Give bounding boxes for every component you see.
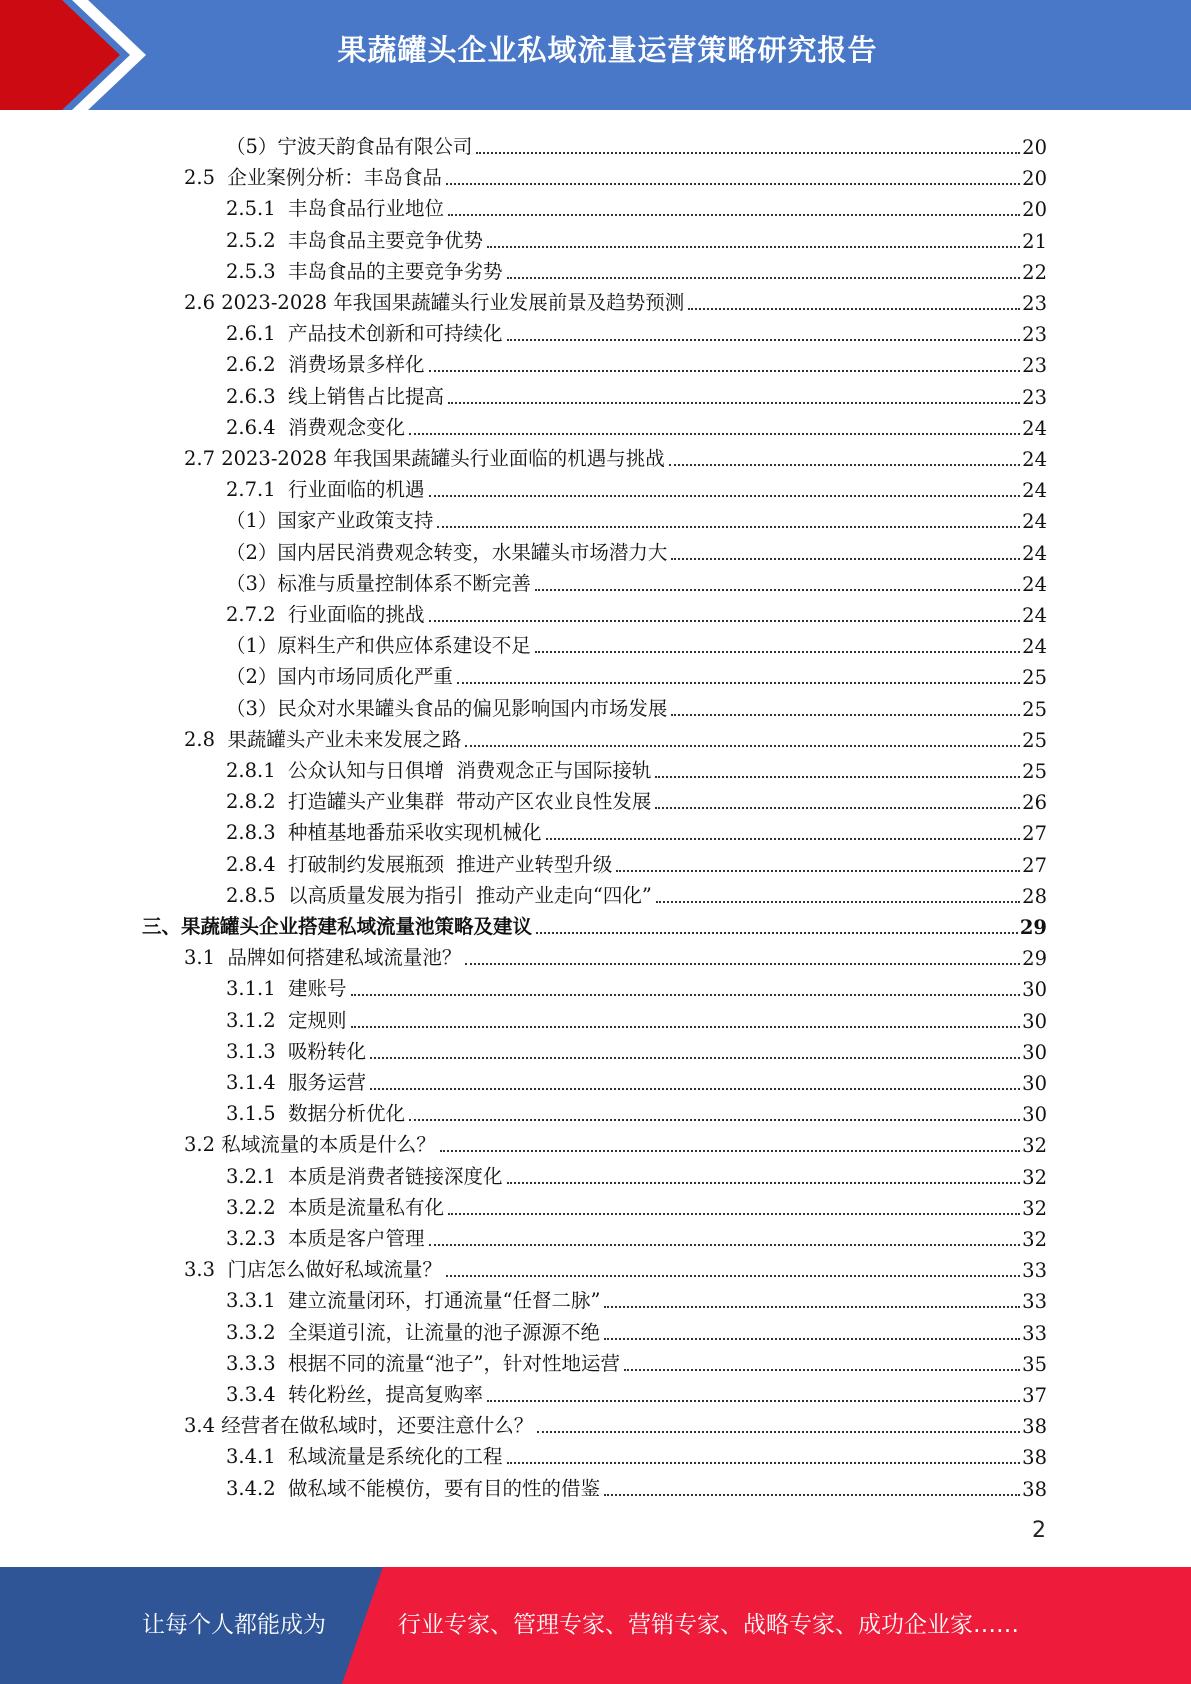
toc-entry-page: 24 (1022, 448, 1047, 471)
toc-entry-page: 33 (1022, 1259, 1047, 1283)
toc-entry-label: 三、果蔬罐头企业搭建私域流量池策略及建议 (142, 915, 533, 938)
toc-entry[interactable] (226, 1220, 1047, 1251)
toc-entry-label: （3）民众对水果罐头食品的偏见影响国内市场发展 (226, 696, 668, 720)
toc-entry-label: 3.2 私域流量的本质是什么？ (184, 1133, 436, 1157)
toc-entry-page: 38 (1022, 1477, 1047, 1501)
toc-entry-page: 26 (1022, 791, 1047, 815)
toc-entry-page: 29 (1019, 916, 1047, 939)
toc-entry-label: 3.1.5 数据分析优化 (226, 1102, 406, 1126)
toc-entry-label: 3.4 经营者在做私域时，还要注意什么？ (184, 1414, 534, 1438)
page-number: 2 (1032, 1518, 1046, 1543)
toc-entry-page: 32 (1022, 1165, 1047, 1189)
toc-entry[interactable] (226, 690, 1047, 721)
toc-entry-page: 30 (1022, 1009, 1047, 1033)
toc-dot-leader (409, 1119, 1020, 1121)
toc-entry[interactable] (184, 721, 1047, 752)
toc-dot-leader (448, 214, 1020, 216)
toc-entry-page: 23 (1022, 385, 1047, 409)
toc-dot-leader (429, 370, 1021, 372)
toc-dot-leader (671, 714, 1020, 716)
toc-dot-leader (624, 1369, 1020, 1371)
toc-entry[interactable] (226, 1314, 1047, 1345)
toc-entry-page: 21 (1022, 229, 1047, 253)
toc-dot-leader (535, 589, 1020, 591)
toc-entry-label: （1）国家产业政策支持 (226, 509, 434, 533)
toc-entry[interactable] (226, 627, 1047, 658)
toc-entry-label: 3.2.1 本质是消费者链接深度化 (226, 1164, 503, 1188)
toc-dot-leader (465, 963, 1020, 965)
toc-entry-label: （3）标准与质量控制体系不断完善 (226, 571, 531, 595)
toc-entry-page: 24 (1022, 604, 1047, 627)
toc-dot-leader (536, 932, 1018, 934)
toc-entry[interactable] (226, 346, 1047, 377)
toc-entry-page: 24 (1022, 510, 1047, 534)
toc-entry[interactable] (184, 1251, 1047, 1282)
toc-entry-page: 33 (1022, 1321, 1047, 1345)
toc-dot-leader (448, 402, 1020, 404)
toc-entry-page: 22 (1022, 260, 1047, 284)
toc-dot-leader (655, 776, 1020, 778)
toc-dot-leader (669, 464, 1020, 466)
toc-entry-label: 3.2.2 本质是流量私有化 (226, 1195, 445, 1219)
toc-entry-page: 38 (1022, 1446, 1047, 1470)
toc-entry[interactable] (226, 1438, 1047, 1469)
toc-entry-label: 2.8.4 打破制约发展瓶颈 推进产业转型升级 (226, 852, 613, 876)
toc-dot-leader (507, 339, 1021, 341)
toc-dot-leader (440, 1150, 1020, 1152)
toc-dot-leader (656, 901, 1020, 903)
toc-entry-label: 2.7 2023-2028 年我国果蔬罐头行业面临的机遇与挑战 (184, 447, 665, 470)
toc-entry-label: 3.1 品牌如何搭建私域流量池？ (184, 946, 462, 970)
toc-entry-page: 25 (1022, 760, 1047, 783)
toc-entry[interactable] (184, 440, 1047, 471)
toc-entry-label: 3.3.4 转化粉丝，提高复购率 (226, 1383, 484, 1406)
toc-entry-page: 35 (1022, 1352, 1047, 1376)
toc-entry[interactable] (226, 1282, 1047, 1313)
toc-dot-leader (351, 994, 1021, 996)
toc-entry[interactable] (226, 752, 1047, 783)
toc-entry-page: 30 (1022, 1040, 1047, 1064)
toc-dot-leader (446, 1275, 1020, 1277)
toc-entry-label: 2.8.5 以高质量发展为指引 推动产业走向“四化” (226, 883, 652, 907)
toc-entry-label: （2）国内居民消费观念转变，水果罐头市场潜力大 (226, 540, 668, 564)
toc-dot-leader (476, 152, 1020, 154)
toc-entry-page: 23 (1022, 323, 1047, 347)
toc-dot-leader (604, 1494, 1020, 1496)
report-title: 果蔬罐头企业私域流量运营策略研究报告 (337, 33, 878, 67)
toc-entry-page: 28 (1022, 884, 1047, 908)
toc-entry-page: 25 (1022, 666, 1047, 690)
toc-entry[interactable] (226, 1189, 1047, 1220)
toc-entry[interactable] (226, 1002, 1047, 1033)
toc-entry-page: 25 (1022, 728, 1047, 752)
toc-entry-label: 2.8.2 打造罐头产业集群 带动产区农业良性发展 (226, 790, 652, 814)
toc-dot-leader (604, 1306, 1020, 1308)
toc-entry[interactable] (226, 565, 1047, 596)
toc-entry-page: 24 (1022, 479, 1047, 503)
toc-entry[interactable] (226, 783, 1047, 814)
toc-dot-leader (429, 620, 1021, 622)
toc-entry-label: （2）国内市场同质化严重 (226, 665, 453, 689)
toc-entry-page: 24 (1022, 541, 1047, 565)
toc-entry[interactable] (142, 908, 1047, 939)
toc-entry[interactable] (226, 1033, 1047, 1064)
toc-entry-label: 3.3.1 建立流量闭环，打通流量“任督二脉” (226, 1289, 601, 1313)
toc-entry-label: 2.5.1 丰岛食品行业地位 (226, 197, 445, 221)
toc-dot-leader (429, 495, 1021, 497)
toc-entry-page: 24 (1022, 416, 1047, 440)
toc-dot-leader (429, 1244, 1021, 1246)
toc-entry-label: （1）原料生产和供应体系建设不足 (226, 634, 531, 658)
toc-entry[interactable] (226, 253, 1047, 284)
toc-dot-leader (537, 1431, 1020, 1433)
toc-entry[interactable] (184, 1126, 1047, 1157)
toc-entry-label: （5）宁波天韵食品有限公司 (226, 135, 473, 158)
toc-dot-leader (457, 682, 1020, 684)
toc-entry-label: 3.1.4 服务运营 (226, 1071, 367, 1094)
toc-entry-page: 32 (1022, 1196, 1047, 1220)
toc-dot-leader (507, 1462, 1021, 1464)
toc-dot-leader (370, 1057, 1020, 1059)
toc-entry[interactable] (226, 1158, 1047, 1189)
toc-entry-label: 3.3 门店怎么做好私域流量？ (184, 1258, 442, 1282)
footer-roles: 行业专家、管理专家、营销专家、战略专家、成功企业家…… (398, 1612, 1019, 1638)
toc-entry-page: 27 (1022, 853, 1047, 877)
toc-entry-page: 20 (1022, 198, 1047, 222)
toc-entry-page: 32 (1022, 1228, 1047, 1251)
page-footer (0, 1567, 1191, 1684)
toc-dot-leader (351, 1026, 1021, 1028)
toc-entry[interactable] (226, 222, 1047, 253)
toc-entry[interactable] (226, 1470, 1047, 1501)
toc-entry[interactable] (226, 315, 1047, 346)
toc-entry-label: 3.3.3 根据不同的流量“池子”，针对性地运营 (226, 1351, 620, 1375)
toc-entry[interactable] (226, 877, 1047, 908)
toc-dot-leader (487, 246, 1020, 248)
toc-entry-label: 2.6.3 线上销售占比提高 (226, 384, 445, 408)
footer-slogan: 让每个人都能成为 (142, 1612, 326, 1638)
toc-entry-label: 2.5.3 丰岛食品的主要竞争劣势 (226, 259, 503, 283)
toc-dot-leader (487, 1400, 1020, 1402)
toc-entry-label: 2.6.1 产品技术创新和可持续化 (226, 322, 503, 346)
toc-entry-label: 2.8 果蔬罐头产业未来发展之路 (184, 727, 462, 751)
toc-entry-label: 3.4.2 做私域不能模仿，要有目的性的借鉴 (226, 1476, 601, 1500)
toc-dot-leader (688, 308, 1020, 310)
toc-entry[interactable] (226, 409, 1047, 440)
toc-entry-label: 3.1.3 吸粉转化 (226, 1039, 367, 1063)
toc-entry-page: 37 (1022, 1384, 1047, 1407)
toc-dot-leader (409, 433, 1020, 435)
toc-entry-label: 2.5.2 丰岛食品主要竞争优势 (226, 228, 484, 252)
toc-entry-label: 2.7.1 行业面临的机遇 (226, 478, 425, 502)
toc-entry-page: 23 (1022, 354, 1047, 378)
toc-entry[interactable] (226, 1064, 1047, 1095)
toc-entry-page: 23 (1022, 292, 1047, 315)
toc-dot-leader (546, 838, 1021, 840)
toc-entry[interactable] (226, 128, 1047, 159)
toc-entry-page: 38 (1022, 1415, 1047, 1439)
toc-entry[interactable] (226, 658, 1047, 689)
toc-entry-label: 3.1.2 定规则 (226, 1008, 347, 1032)
toc-entry-page: 27 (1022, 822, 1047, 846)
toc-entry[interactable] (226, 846, 1047, 877)
toc-dot-leader (655, 807, 1020, 809)
toc-entry-label: 2.8.1 公众认知与日俱增 消费观念正与国际接轨 (226, 759, 652, 782)
toc-entry[interactable] (184, 1407, 1047, 1438)
toc-entry[interactable] (226, 190, 1047, 221)
toc-dot-leader (535, 651, 1020, 653)
page-header (0, 0, 1191, 110)
toc-entry[interactable] (226, 814, 1047, 845)
toc-entry-page: 32 (1022, 1134, 1047, 1158)
toc-entry-page: 30 (1022, 1072, 1047, 1095)
toc-entry[interactable] (226, 378, 1047, 409)
toc-entry-page: 20 (1022, 167, 1047, 191)
toc-entry-label: 2.6 2023-2028 年我国果蔬罐头行业发展前景及趋势预测 (184, 291, 685, 314)
toc-entry-label: 2.8.3 种植基地番茄采收实现机械化 (226, 821, 542, 845)
toc-entry[interactable] (184, 284, 1047, 315)
toc-entry[interactable] (226, 502, 1047, 533)
toc-entry[interactable] (226, 1345, 1047, 1376)
toc-entry-label: 2.5 企业案例分析：丰岛食品 (184, 166, 442, 190)
toc-entry-page: 33 (1022, 1290, 1047, 1314)
toc-entry-page: 30 (1022, 978, 1047, 1002)
toc-dot-leader (448, 1213, 1020, 1215)
toc-dot-leader (616, 870, 1020, 872)
toc-dot-leader (446, 183, 1020, 185)
toc-dot-leader (604, 1338, 1020, 1340)
toc-dot-leader (507, 1182, 1021, 1184)
toc-entry-page: 20 (1022, 136, 1047, 159)
toc-entry-label: 3.2.3 本质是客户管理 (226, 1227, 425, 1250)
toc-entry-label: 2.7.2 行业面临的挑战 (226, 603, 425, 626)
toc-entry[interactable] (226, 1376, 1047, 1407)
toc-entry-label: 3.4.1 私域流量是系统化的工程 (226, 1445, 503, 1469)
toc-dot-leader (465, 745, 1020, 747)
toc-entry[interactable] (226, 1095, 1047, 1126)
toc-entry[interactable] (184, 939, 1047, 970)
toc-entry[interactable] (226, 471, 1047, 502)
toc-entry[interactable] (226, 596, 1047, 627)
toc-dot-leader (370, 1088, 1020, 1090)
toc-entry[interactable] (226, 534, 1047, 565)
toc-dot-leader (507, 277, 1021, 279)
toc-entry-label: 3.1.1 建账号 (226, 977, 347, 1001)
toc-entry-page: 29 (1022, 947, 1047, 971)
toc-entry-label: 2.6.2 消费场景多样化 (226, 353, 425, 377)
toc-entry[interactable] (184, 159, 1047, 190)
toc-entry[interactable] (226, 970, 1047, 1001)
toc-dot-leader (437, 526, 1020, 528)
toc-entry-label: 3.3.2 全渠道引流，让流量的池子源源不绝 (226, 1320, 601, 1344)
toc-entry-label: 2.6.4 消费观念变化 (226, 415, 406, 439)
toc-dot-leader (671, 558, 1020, 560)
toc-entry-page: 30 (1022, 1103, 1047, 1127)
toc-entry-page: 25 (1022, 697, 1047, 721)
toc-entry-page: 24 (1022, 635, 1047, 659)
toc-entry-page: 24 (1022, 572, 1047, 596)
